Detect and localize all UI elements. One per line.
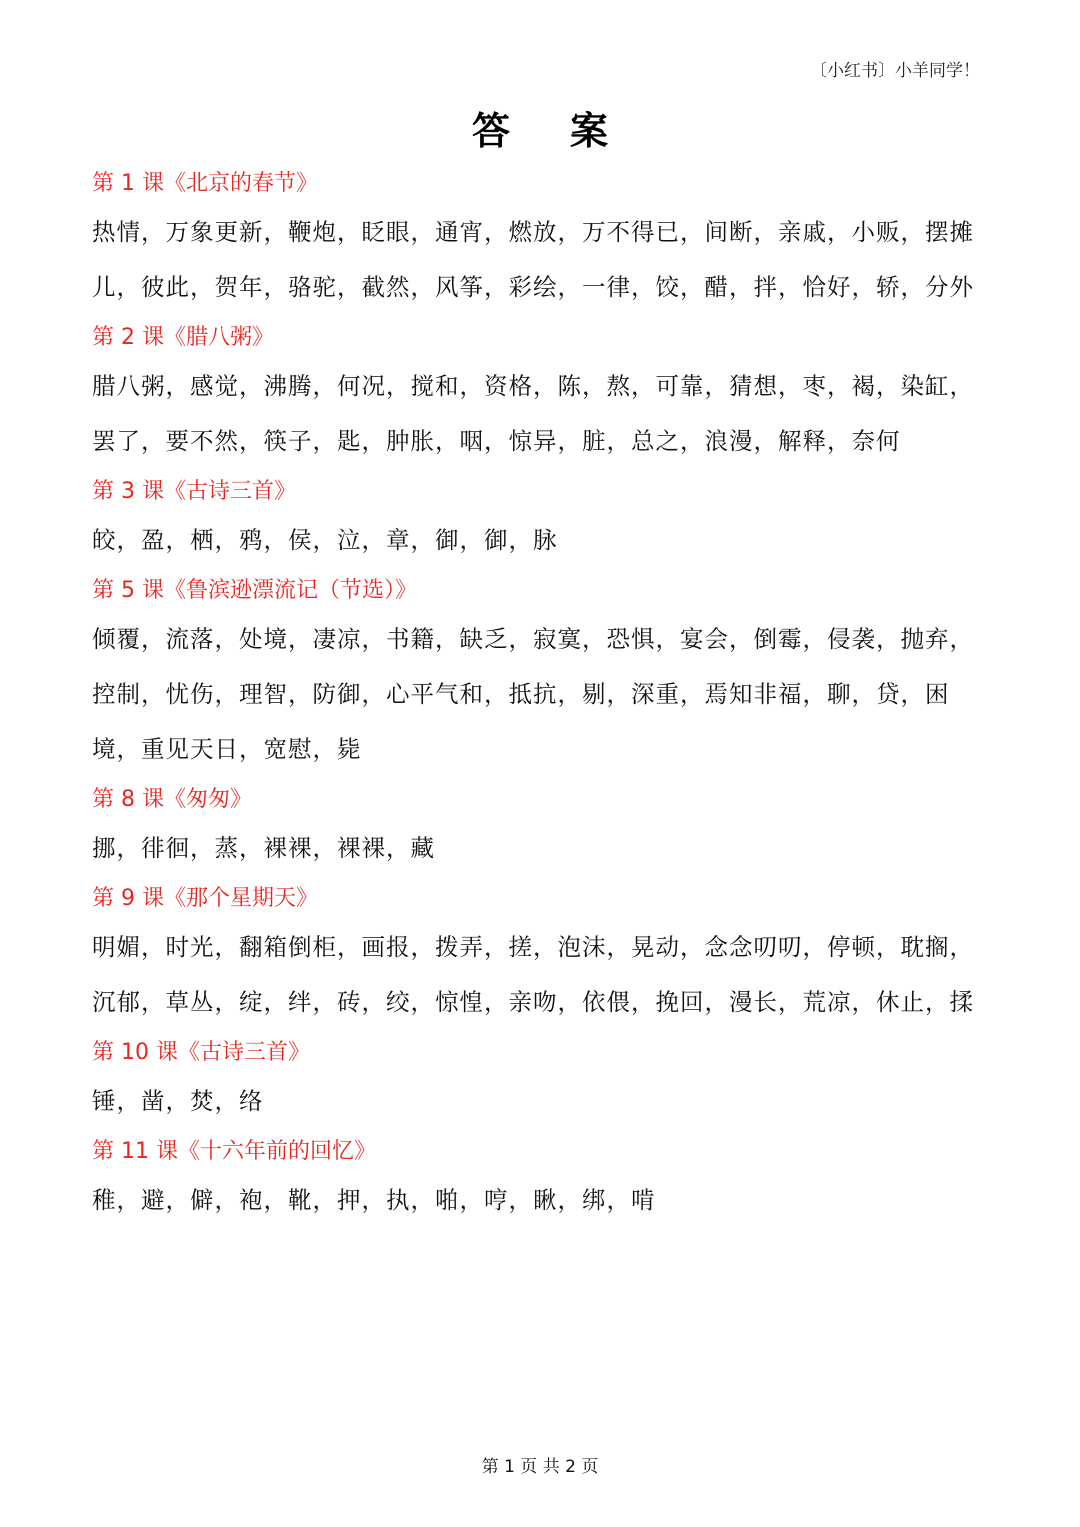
lesson-heading: 第 8 课《匆匆》 — [92, 787, 252, 812]
lesson-heading: 第 1 课《北京的春节》 — [92, 171, 318, 196]
lesson-section — [92, 882, 992, 1030]
lesson-section — [92, 321, 992, 469]
lesson-answers: 挪，徘徊，蒸，裸裸，裸裸，藏 — [92, 834, 435, 862]
lesson-section — [92, 475, 992, 568]
lesson-heading: 第 2 课《腊八粥》 — [92, 325, 274, 350]
page-title: 答案 — [471, 109, 668, 153]
lesson-section — [92, 167, 992, 315]
lesson-heading: 第 11 课《十六年前的回忆》 — [92, 1139, 376, 1164]
lesson-heading: 第 3 课《古诗三首》 — [92, 479, 296, 504]
lesson-section — [92, 1036, 992, 1129]
lesson-answers: 锤，凿，焚，络 — [92, 1087, 264, 1115]
lesson-answers: 稚，避，僻，袍，靴，押，执，啪，哼，瞅，绑，啃 — [92, 1186, 656, 1214]
lesson-answers: 腊八粥，感觉，沸腾，何况，搅和，资格，陈，熬，可靠，猜想，枣，褐，染缸，罢了，要不然，筷子，匙，肿胀，咽，惊异，脏，总之，浪漫，解释，奈何 — [92, 372, 974, 455]
lesson-section — [92, 1135, 992, 1228]
lesson-heading: 第 10 课《古诗三首》 — [92, 1040, 310, 1065]
lesson-heading: 第 9 课《那个星期天》 — [92, 886, 318, 911]
lesson-answers: 皎，盈，栖，鸦，侯，泣，章，御，御，脉 — [92, 526, 558, 554]
answer-content — [92, 167, 992, 1234]
lesson-heading: 第 5 课《鲁滨逊漂流记（节选）》 — [92, 578, 417, 603]
page-footer: 第 1 页 共 2 页 — [481, 1457, 599, 1477]
lesson-answers: 明媚，时光，翻箱倒柜，画报，拨弄，搓，泡沫，晃动，念念叨叨，停顿，耽搁，沉郁，草丛，绽，绊，砖，绞，惊惶，亲吻，依偎，挽回，漫长，荒凉，休止，揉 — [92, 933, 974, 1016]
lesson-answers: 热情，万象更新，鞭炮，眨眼，通宵，燃放，万不得已，间断，亲戚，小贩，摆摊儿，彼此，贺年，骆驼，截然，风筝，彩绘，一律，饺，醋，拌，恰好，轿，分外 — [92, 218, 974, 301]
lesson-section — [92, 783, 992, 876]
lesson-answers: 倾覆，流落，处境，凄凉，书籍，缺乏，寂寞，恐惧，宴会，倒霉，侵袭，抛弃，控制，忧伤，理智，防御，心平气和，抵抗，剔，深重，焉知非福，聊，贷，困境，重见天日，宽慰，毙 — [92, 625, 974, 763]
watermark: 〔小红书〕小羊同学！ — [810, 61, 980, 81]
lesson-section — [92, 574, 992, 777]
